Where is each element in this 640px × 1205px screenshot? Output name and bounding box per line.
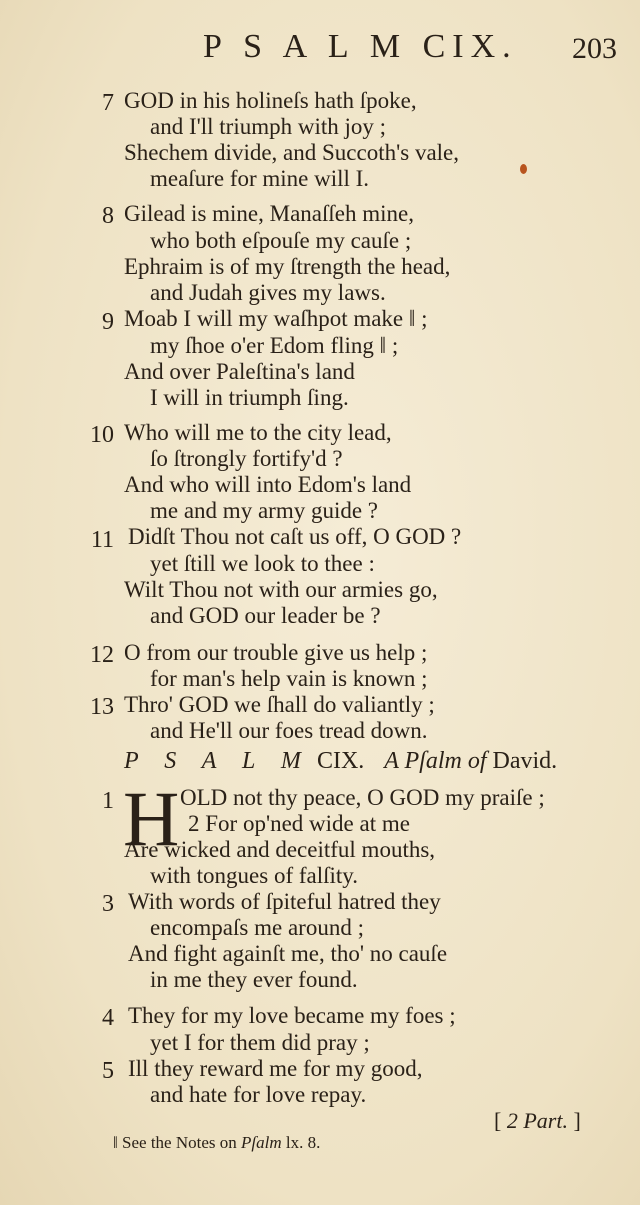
verse-line: me and my army guide ? (150, 498, 379, 523)
verse-number: 7 (102, 90, 114, 116)
verse-number: 3 (102, 891, 114, 917)
verse-line: in me they ever found. (150, 967, 358, 992)
verse-line: With words of ſpiteful hatred they (128, 889, 441, 914)
verse-line: and Judah gives my laws. (150, 280, 386, 305)
verse-line: ſo ſtrongly fortify'd ? (150, 446, 343, 471)
catchword-open-bracket: [ (494, 1108, 502, 1133)
catchword-text: 2 Part. (506, 1108, 568, 1133)
verse-line: They for my love became my foes ; (128, 1003, 456, 1028)
psalm-heading-title: P S A L M (124, 748, 311, 774)
verse-line: Didſt Thou not caſt us off, O GOD ? (128, 524, 462, 549)
verse-line: with tongues of falſity. (150, 863, 359, 888)
verse-line: yet I for them did pray ; (150, 1030, 370, 1055)
verse-line: and I'll triumph with joy ; (150, 114, 387, 139)
verse-number: 10 (90, 422, 114, 448)
ink-stain (520, 164, 527, 174)
drop-cap: H (123, 775, 180, 862)
verse-line: and He'll our foes tread down. (150, 718, 428, 743)
verse-line: Moab I will my waſhpot make ‖ ; (124, 306, 428, 331)
verse-line: encompaſs me around ; (150, 915, 364, 940)
catchword-close-bracket: ] (573, 1108, 581, 1133)
footnote (113, 1133, 320, 1153)
verse-line: and hate for love repay. (150, 1082, 367, 1107)
verse-line: Ephraim is of my ſtrength the head, (124, 254, 451, 279)
verse-line: Gilead is mine, Manaſſeh mine, (124, 201, 414, 226)
psalm-heading-numeral: CIX. (316, 748, 365, 774)
footnote-mark: ‖ (113, 1133, 118, 1152)
psalm-heading-subtitle: A Pſalm of (384, 748, 487, 774)
verse-line: And fight againſt me, tho' no cauſe (128, 941, 448, 966)
verse-line: GOD in his holineſs hath ſpoke, (124, 88, 417, 113)
footnote-text: See the Notes on (122, 1133, 237, 1152)
page-number: 203 (572, 32, 617, 65)
verse-number: 1 (102, 788, 114, 814)
verse-number: 13 (90, 694, 114, 720)
verse-number: 4 (102, 1005, 114, 1031)
verse-line: And over Paleſtina's land (124, 359, 355, 384)
verse-number: 5 (102, 1058, 114, 1084)
footnote-ref-italic: Pſalm (241, 1133, 282, 1152)
verse-line: Are wicked and deceitful mouths, (124, 837, 436, 862)
psalm-heading (124, 748, 557, 775)
verse-line: for man's help vain is known ; (150, 666, 428, 691)
verse-line: Thro' GOD we ſhall do valiantly ; (124, 692, 435, 717)
verse-line: and GOD our leader be ? (150, 603, 381, 628)
verse-line: yet ſtill we look to thee : (150, 551, 375, 576)
verse-line: 2 For op'ned wide at me (188, 811, 410, 836)
psalm-heading-author: David. (492, 748, 558, 774)
verse-line: Who will me to the city lead, (124, 420, 392, 445)
catchword (494, 1108, 581, 1134)
verse-line: OLD not thy peace, O GOD my praiſe ; (180, 785, 545, 810)
verse-line: meaſure for mine will I. (150, 166, 370, 191)
footnote-ref: lx. 8. (285, 1133, 321, 1152)
verse-line: Ill they reward me for my good, (128, 1056, 423, 1081)
verse-line: Wilt Thou not with our armies go, (124, 577, 438, 602)
verse-line: I will in triumph ſing. (150, 385, 349, 410)
verse-line: Shechem divide, and Succoth's vale, (124, 140, 460, 165)
verse-number: 12 (90, 642, 114, 668)
verse-line: my ſhoe o'er Edom fling ‖ ; (150, 333, 399, 358)
verse-number: 8 (102, 203, 114, 229)
verse-number: 9 (102, 309, 114, 335)
running-title: P S A L M CIX. (203, 28, 518, 65)
verse-line: O from our trouble give us help ; (124, 640, 428, 665)
verse-line: And who will into Edom's land (124, 472, 412, 497)
verse-line: who both eſpouſe my cauſe ; (150, 228, 412, 253)
verse-number: 11 (90, 527, 114, 553)
